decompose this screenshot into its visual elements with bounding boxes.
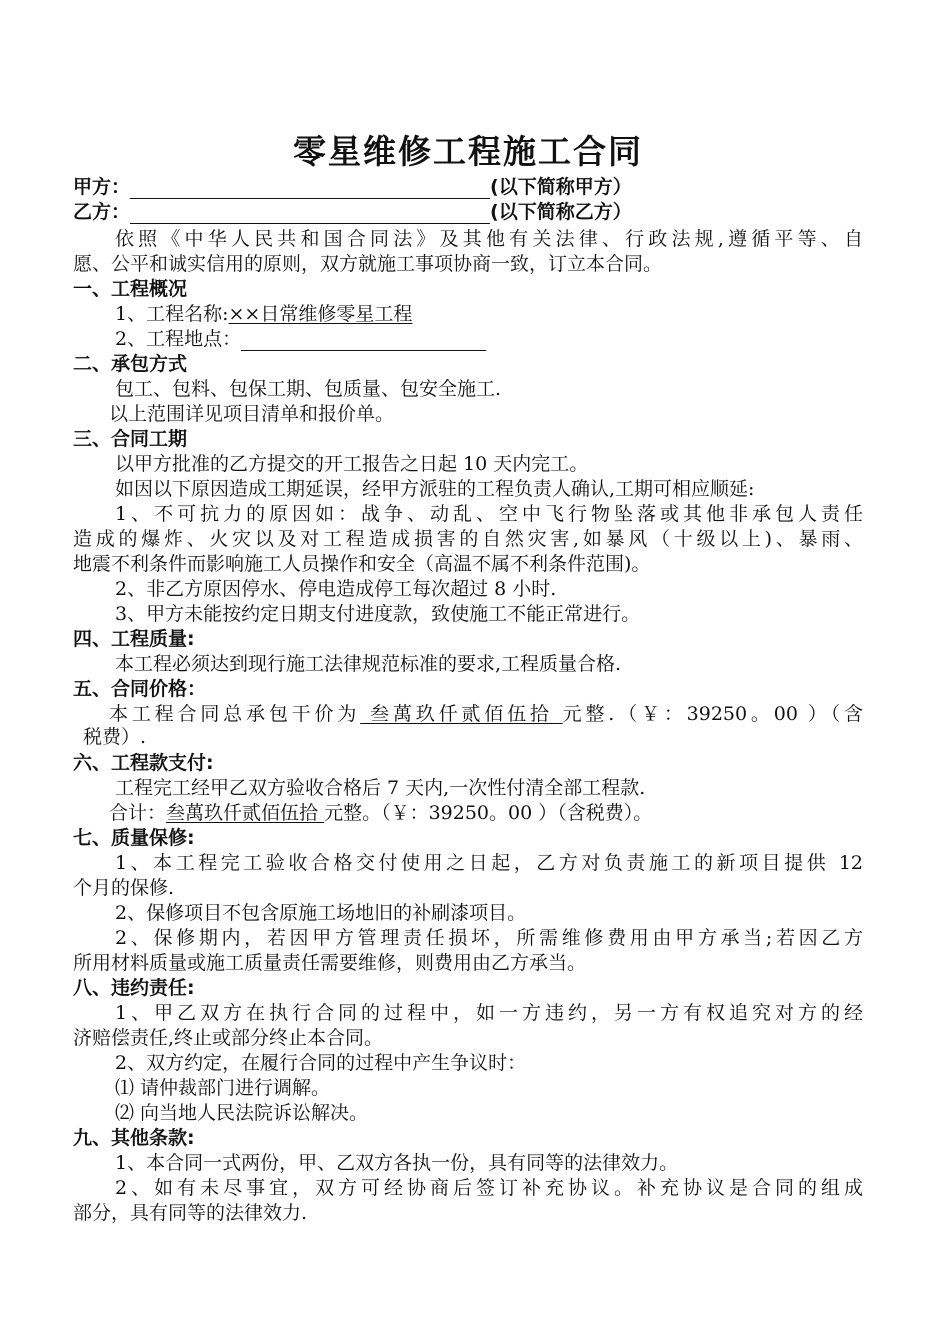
body-line: 部分，具有同等的法律效力. xyxy=(73,1202,308,1224)
project-name-label: 1、工程名称: xyxy=(115,303,229,325)
section-heading: 五、合同价格： xyxy=(73,678,207,700)
body-line: 造成的爆炸、火灾以及对工程造成损害的自然灾害,如暴风（十级以上)、暴雨、 xyxy=(73,528,863,550)
party-a-label: 甲方： xyxy=(73,176,131,198)
body-line: 济赔偿责任,终止或部分终止本合同。 xyxy=(73,1027,384,1049)
body-line: 1、本工程完工验收合格交付使用之日起，乙方对负责施工的新项目提供 12 xyxy=(115,852,863,874)
project-site-blank xyxy=(241,330,486,351)
body-line: 以甲方批准的乙方提交的开工报告之日起 10 天内完工。 xyxy=(115,453,589,475)
section-heading: 二、承包方式 xyxy=(73,353,188,375)
body-line: 包工、包料、包保工期、包质量、包安全施工. xyxy=(115,378,502,400)
section-heading: 四、工程质量: xyxy=(73,628,195,650)
party-a-line xyxy=(73,175,632,199)
body-line: 地震不利条件而影响施工人员操作和安全（高温不属不利条件范围)。 xyxy=(73,553,651,575)
party-b-suffix: (以下简称乙方） xyxy=(490,201,632,223)
party-b-label: 乙方： xyxy=(73,201,131,223)
contract-price-amount: 叁萬玖仟贰佰伍拾 xyxy=(360,703,563,725)
body-line: ⑴ 请仲裁部门进行调解。 xyxy=(115,1077,331,1099)
party-a-suffix: (以下简称甲方） xyxy=(490,176,632,198)
body-line: 1、不可抗力的原因如：战争、动乱、空中飞行物坠落或其他非承包人责任 xyxy=(115,503,863,525)
body-line: 1、本合同一式两份，甲、乙双方各执一份，具有同等的法律效力。 xyxy=(115,1152,679,1174)
intro-line: 依照《中华人民共和国合同法》及其他有关法律、行政法规,遵循平等、自 xyxy=(115,228,863,250)
section-heading: 七、质量保修: xyxy=(73,827,195,849)
party-b-line xyxy=(73,200,632,224)
total-suffix: 元整。（￥：39250。00 ）（含税费）。 xyxy=(324,802,653,824)
contract-price-prefix: 本工程合同总承包干价为 xyxy=(109,703,361,725)
body-line: 以上范围详见项目清单和报价单。 xyxy=(109,403,395,425)
total-amount: 叁萬玖仟贰佰伍拾 xyxy=(166,802,325,824)
project-site-line xyxy=(115,327,486,351)
section-heading: 六、工程款支付: xyxy=(73,752,214,774)
body-line: 3、甲方未能按约定日期支付进度款，致使施工不能正常进行。 xyxy=(115,603,641,625)
total-prefix: 合计： xyxy=(109,802,167,824)
section-heading: 八、违约责任: xyxy=(73,977,195,999)
section-heading: 九、其他条款: xyxy=(73,1127,195,1149)
body-line: ⑵ 向当地人民法院诉讼解决。 xyxy=(115,1102,369,1124)
body-line: 2、保修项目不包含原施工场地旧的补刷漆项目。 xyxy=(115,902,527,924)
body-line: 2、双方约定，在履行合同的过程中产生争议时： xyxy=(115,1052,527,1074)
body-line: 2、保修期内，若因甲方管理责任损坏，所需维修费用由甲方承当;若因乙方 xyxy=(115,927,863,949)
contract-price-suffix: 元整.（￥：39250。00 ）（含 xyxy=(562,703,863,725)
body-line: 个月的保修. xyxy=(73,877,175,899)
body-line: 所用材料质量或施工质量责任需要维修，则费用由乙方承当。 xyxy=(73,952,587,974)
project-name-value: ××日常维修零星工程 xyxy=(228,303,413,325)
party-b-blank xyxy=(130,203,490,224)
body-line: 2、非乙方原因停水、停电造成停工每次超过 8 小时. xyxy=(115,578,557,600)
project-name-line xyxy=(115,302,412,326)
body-line: 工程完工经甲乙双方验收合格后 7 天内,一次性付清全部工程款. xyxy=(115,777,646,799)
section-heading: 一、工程概况 xyxy=(73,278,188,300)
total-line xyxy=(109,801,652,825)
project-site-label: 2、工程地点： xyxy=(115,328,242,350)
party-a-blank xyxy=(130,178,490,199)
body-line: 2、如有未尽事宜，双方可经协商后签订补充协议。补充协议是合同的组成 xyxy=(115,1177,863,1199)
contract-price-line xyxy=(109,702,863,726)
page-title: 零星维修工程施工合同 xyxy=(293,132,643,171)
body-line: 如因以下原因造成工期延误，经甲方派驻的工程负责人确认,工期可相应顺延: xyxy=(115,478,755,500)
body-line: 税费）. xyxy=(83,726,147,748)
intro-line: 愿、公平和诚实信用的原则，双方就施工事项协商一致，订立本合同。 xyxy=(73,253,663,275)
section-heading: 三、合同工期 xyxy=(73,428,188,450)
body-line: 1、甲乙双方在执行合同的过程中，如一方违约，另一方有权追究对方的经 xyxy=(115,1002,863,1024)
body-line: 本工程必须达到现行施工法律规范标准的要求,工程质量合格. xyxy=(115,653,622,675)
